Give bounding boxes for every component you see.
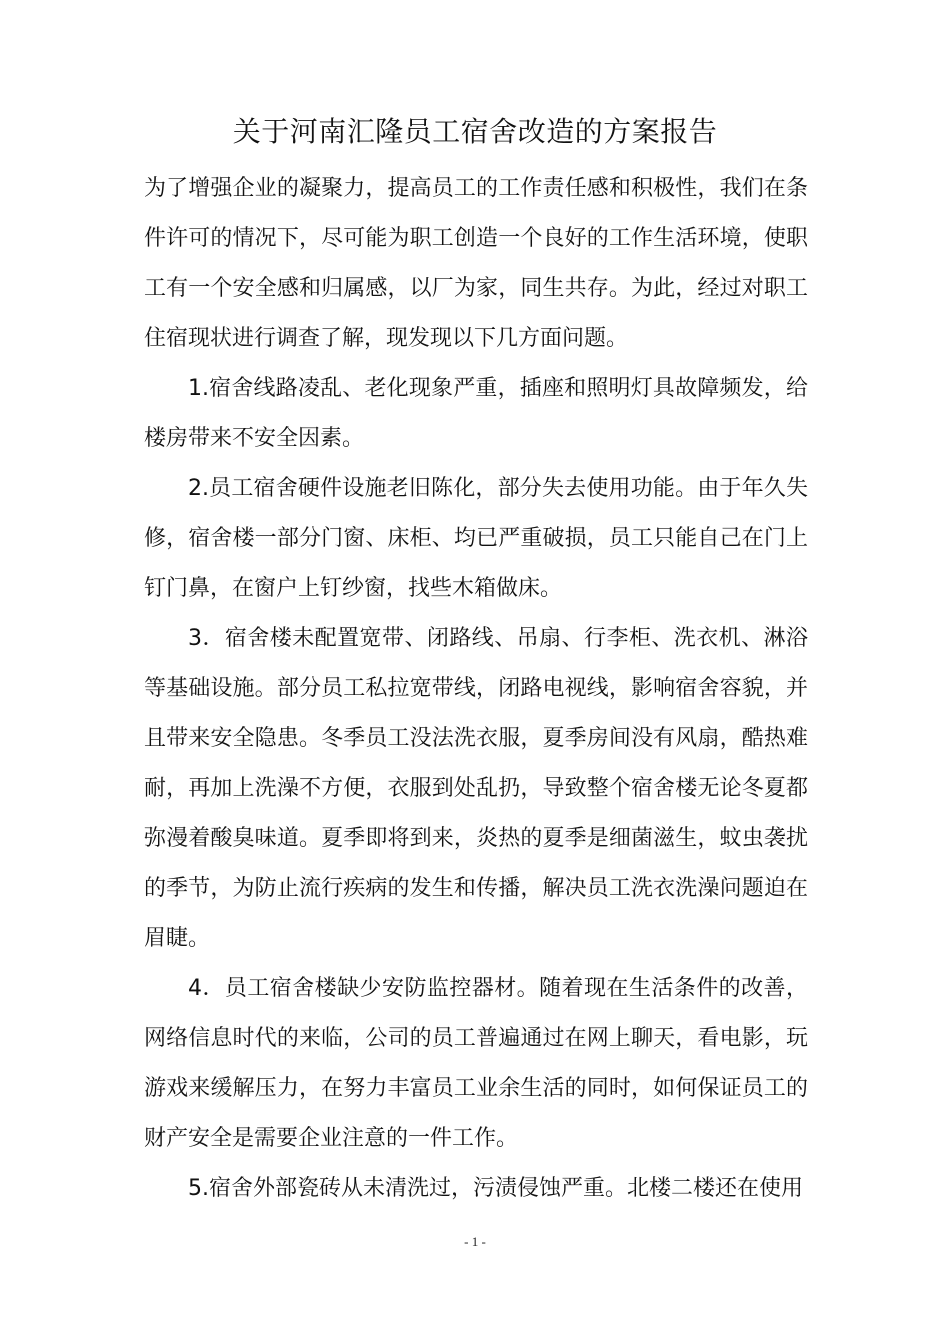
paragraph-intro: 为了增强企业的凝聚力，提高员工的工作责任感和积极性，我们在条件许可的情况下，尽可能为职工创造一个良好的工作生活环境，使职工有一个安全感和归属感，以厂为家，同生共存。为此，经过对职工住宿现状进行调查了解，现发现以下几方面问题。 <box>144 176 808 351</box>
document-title: 关于河南汇隆员工宿舍改造的方案报告 <box>232 115 718 148</box>
paragraph-item-3: 3．宿舍楼未配置宽带、闭路线、吊扇、行李柜、洗衣机、淋浴等基础设施。部分员工私拉宽带线，闭路电视线，影响宿舍容貌，并且带来安全隐患。冬季员工没法洗衣服，夏季房间没有风扇，酷热难耐，再加上洗澡不方便，衣服到处乱扔，导致整个宿舍楼无论冬夏都弥漫着酸臭味道。夏季即将到来，炎热的夏季是细菌滋生，蚊虫袭扰的季节，为防止流行疾病的发生和传播，解决员工洗衣洗澡问题迫在眉睫。 <box>144 626 808 951</box>
page-number: - 1 - <box>464 1234 486 1249</box>
paragraph-item-2: 2.员工宿舍硬件设施老旧陈化，部分失去使用功能。由于年久失修，宿舍楼一部分门窗、床柜、均已严重破损，员工只能自己在门上钉门鼻，在窗户上钉纱窗，找些木箱做床。 <box>144 476 808 601</box>
document-body <box>144 164 808 1214</box>
paragraph-item-4: 4．员工宿舍楼缺少安防监控器材。随着现在生活条件的改善，网络信息时代的来临，公司的员工普遍通过在网上聊天，看电影，玩游戏来缓解压力，在努力丰富员工业余生活的同时，如何保证员工的财产安全是需要企业注意的一件工作。 <box>144 976 808 1151</box>
paragraph-item-1: 1.宿舍线路凌乱、老化现象严重，插座和照明灯具故障频发，给楼房带来不安全因素。 <box>144 376 808 451</box>
paragraph-item-5: 5.宿舍外部瓷砖从未清洗过，污渍侵蚀严重。北楼二楼还在使用 <box>188 1176 803 1201</box>
